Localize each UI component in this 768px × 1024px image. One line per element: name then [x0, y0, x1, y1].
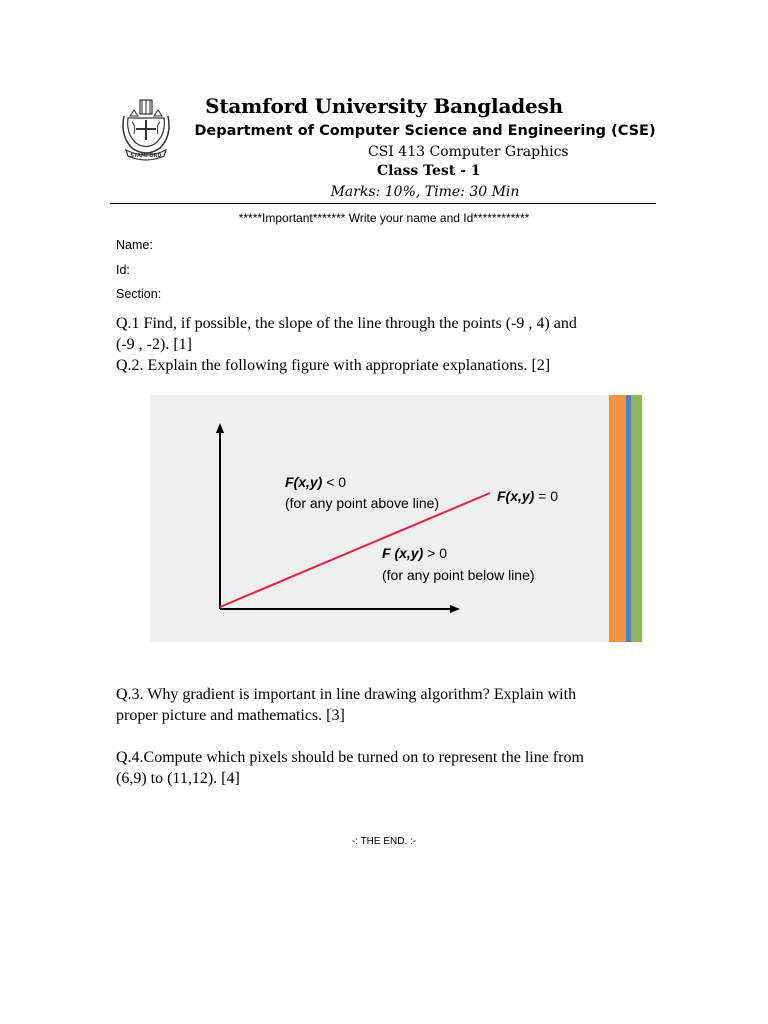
id-field-label: Id:	[116, 263, 130, 277]
marks-time: Marks: 10%, Time: 30 Min	[330, 184, 520, 200]
question-3-line-2: proper picture and mathematics. [3]	[116, 707, 345, 724]
question-4-line-1: Q.4.Compute which pixels should be turned on to represent the line from	[116, 749, 584, 766]
green-stripe	[631, 395, 642, 642]
orange-stripe	[609, 395, 626, 642]
line-function-figure	[150, 395, 642, 642]
above-note: (for any point above line)	[285, 495, 440, 511]
below-label: F (x,y) > 0	[382, 545, 447, 561]
important-notice: *****Important******* Write your name and Id************	[238, 211, 530, 225]
question-4-line-2: (6,9) to (11,12). [4]	[116, 770, 240, 787]
course-name: CSI 413 Computer Graphics	[368, 144, 569, 160]
question-1-line-1: Q.1 Find, if possible, the slope of the line through the points (-9 , 4) and	[116, 315, 577, 332]
question-3	[116, 684, 646, 726]
name-field-label: Name:	[116, 238, 153, 252]
question-3-line-1: Q.3. Why gradient is important in line drawing algorithm? Explain with	[116, 686, 577, 703]
question-2: Q.2. Explain the following figure with appropriate explanations. [2]	[116, 357, 551, 374]
svg-text:STAMFORD: STAMFORD	[130, 153, 162, 159]
figure-graphic	[150, 395, 642, 642]
question-4	[116, 747, 646, 789]
below-note: (for any point below line)	[382, 567, 535, 583]
end-marker: -: THE END. :-	[351, 836, 417, 847]
test-title: Class Test - 1	[377, 163, 481, 179]
on-line-label: F(x,y) = 0	[497, 488, 559, 504]
question-1-line-2: (-9 , -2). [1]	[116, 336, 192, 353]
blue-stripe	[626, 395, 631, 642]
university-title: Stamford University Bangladesh	[205, 94, 563, 118]
section-field-label: Section:	[116, 287, 162, 301]
above-label: F(x,y) < 0	[285, 474, 347, 490]
question-1	[116, 313, 646, 355]
department-name: Department of Computer Science and Engineering (CSE)	[194, 123, 656, 139]
header-divider	[110, 203, 656, 204]
